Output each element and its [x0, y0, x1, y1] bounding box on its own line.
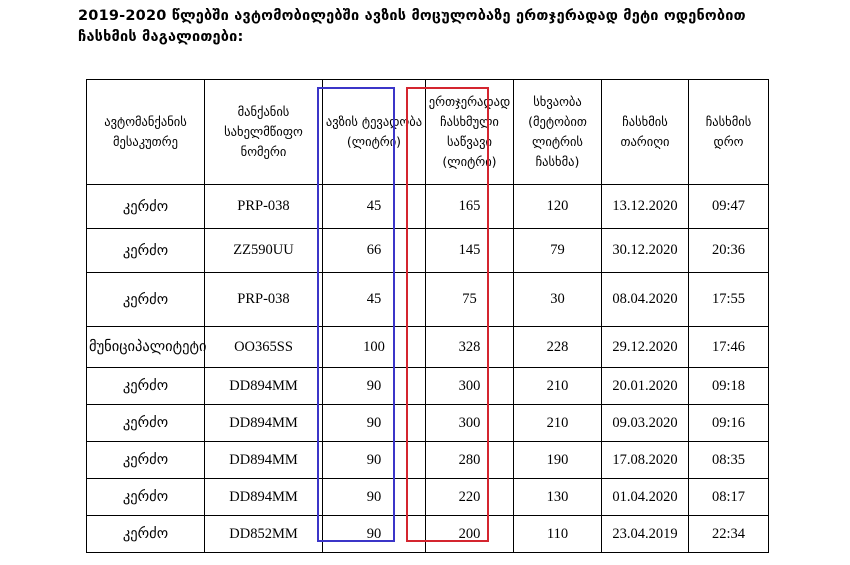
cell-date: 13.12.2020	[602, 185, 689, 229]
cell-refueled: 280	[426, 442, 514, 479]
cell-date: 01.04.2020	[602, 479, 689, 516]
cell-owner: კერძო	[87, 516, 205, 553]
cell-plate: DD894MM	[205, 368, 323, 405]
cell-refueled: 75	[426, 273, 514, 327]
cell-tank-capacity: 90	[323, 442, 426, 479]
cell-date: 23.04.2019	[602, 516, 689, 553]
cell-refueled: 300	[426, 368, 514, 405]
cell-refueled: 145	[426, 229, 514, 273]
cell-owner: მუნიციპალიტეტი	[87, 327, 205, 368]
cell-date: 08.04.2020	[602, 273, 689, 327]
cell-date: 20.01.2020	[602, 368, 689, 405]
cell-owner: კერძო	[87, 273, 205, 327]
document-title: 2019-2020 წლებში ავტომობილებში ავზის მოცულობაზე ერთჯერადად მეტი ოდენობით ჩასხმის მაგალითები:	[78, 8, 746, 45]
header-plate: მანქანის სახელმწიფო ნომერი	[205, 80, 323, 185]
header-refueled: ერთჯერადად ჩასხმული საწვავი (ლიტრი)	[426, 80, 514, 185]
cell-refueled: 328	[426, 327, 514, 368]
cell-owner: კერძო	[87, 479, 205, 516]
cell-owner: კერძო	[87, 185, 205, 229]
cell-plate: DD894MM	[205, 442, 323, 479]
cell-refueled: 300	[426, 405, 514, 442]
cell-time: 09:18	[689, 368, 769, 405]
cell-time: 08:35	[689, 442, 769, 479]
table-row	[87, 442, 769, 479]
cell-difference: 130	[514, 479, 602, 516]
header-date: ჩასხმის თარიღი	[602, 80, 689, 185]
cell-owner: კერძო	[87, 442, 205, 479]
cell-plate: DD894MM	[205, 405, 323, 442]
table-row	[87, 368, 769, 405]
cell-plate: OO365SS	[205, 327, 323, 368]
header-difference: სხვაობა (მეტობით ლიტრის ჩასხმა)	[514, 80, 602, 185]
cell-refueled: 165	[426, 185, 514, 229]
table-row	[87, 229, 769, 273]
cell-owner: კერძო	[87, 229, 205, 273]
cell-time: 17:46	[689, 327, 769, 368]
cell-difference: 30	[514, 273, 602, 327]
cell-date: 17.08.2020	[602, 442, 689, 479]
cell-time: 09:47	[689, 185, 769, 229]
cell-tank-capacity: 90	[323, 405, 426, 442]
cell-time: 17:55	[689, 273, 769, 327]
cell-owner: კერძო	[87, 405, 205, 442]
cell-tank-capacity: 45	[323, 185, 426, 229]
cell-difference: 79	[514, 229, 602, 273]
cell-date: 30.12.2020	[602, 229, 689, 273]
table-row	[87, 405, 769, 442]
cell-date: 29.12.2020	[602, 327, 689, 368]
cell-plate: PRP-038	[205, 185, 323, 229]
cell-tank-capacity: 100	[323, 327, 426, 368]
cell-refueled: 220	[426, 479, 514, 516]
cell-difference: 110	[514, 516, 602, 553]
header-owner: ავტომანქანის მესაკუთრე	[87, 80, 205, 185]
cell-tank-capacity: 90	[323, 516, 426, 553]
header-time: ჩასხმის დრო	[689, 80, 769, 185]
cell-difference: 228	[514, 327, 602, 368]
cell-owner: კერძო	[87, 368, 205, 405]
cell-time: 09:16	[689, 405, 769, 442]
table-row	[87, 327, 769, 368]
cell-plate: DD852MM	[205, 516, 323, 553]
cell-difference: 190	[514, 442, 602, 479]
table-row	[87, 516, 769, 553]
cell-difference: 210	[514, 368, 602, 405]
cell-time: 08:17	[689, 479, 769, 516]
cell-time: 20:36	[689, 229, 769, 273]
cell-tank-capacity: 66	[323, 229, 426, 273]
table-row	[87, 185, 769, 229]
cell-plate: DD894MM	[205, 479, 323, 516]
refueling-table	[86, 79, 769, 553]
cell-tank-capacity: 90	[323, 479, 426, 516]
cell-refueled: 200	[426, 516, 514, 553]
cell-plate: ZZ590UU	[205, 229, 323, 273]
cell-tank-capacity: 90	[323, 368, 426, 405]
table-row	[87, 479, 769, 516]
table-header-row	[87, 80, 769, 185]
header-tank-capacity: ავზის ტევადობა (ლიტრი)	[323, 80, 426, 185]
cell-date: 09.03.2020	[602, 405, 689, 442]
cell-tank-capacity: 45	[323, 273, 426, 327]
cell-plate: PRP-038	[205, 273, 323, 327]
cell-difference: 120	[514, 185, 602, 229]
cell-time: 22:34	[689, 516, 769, 553]
cell-difference: 210	[514, 405, 602, 442]
table-row	[87, 273, 769, 327]
